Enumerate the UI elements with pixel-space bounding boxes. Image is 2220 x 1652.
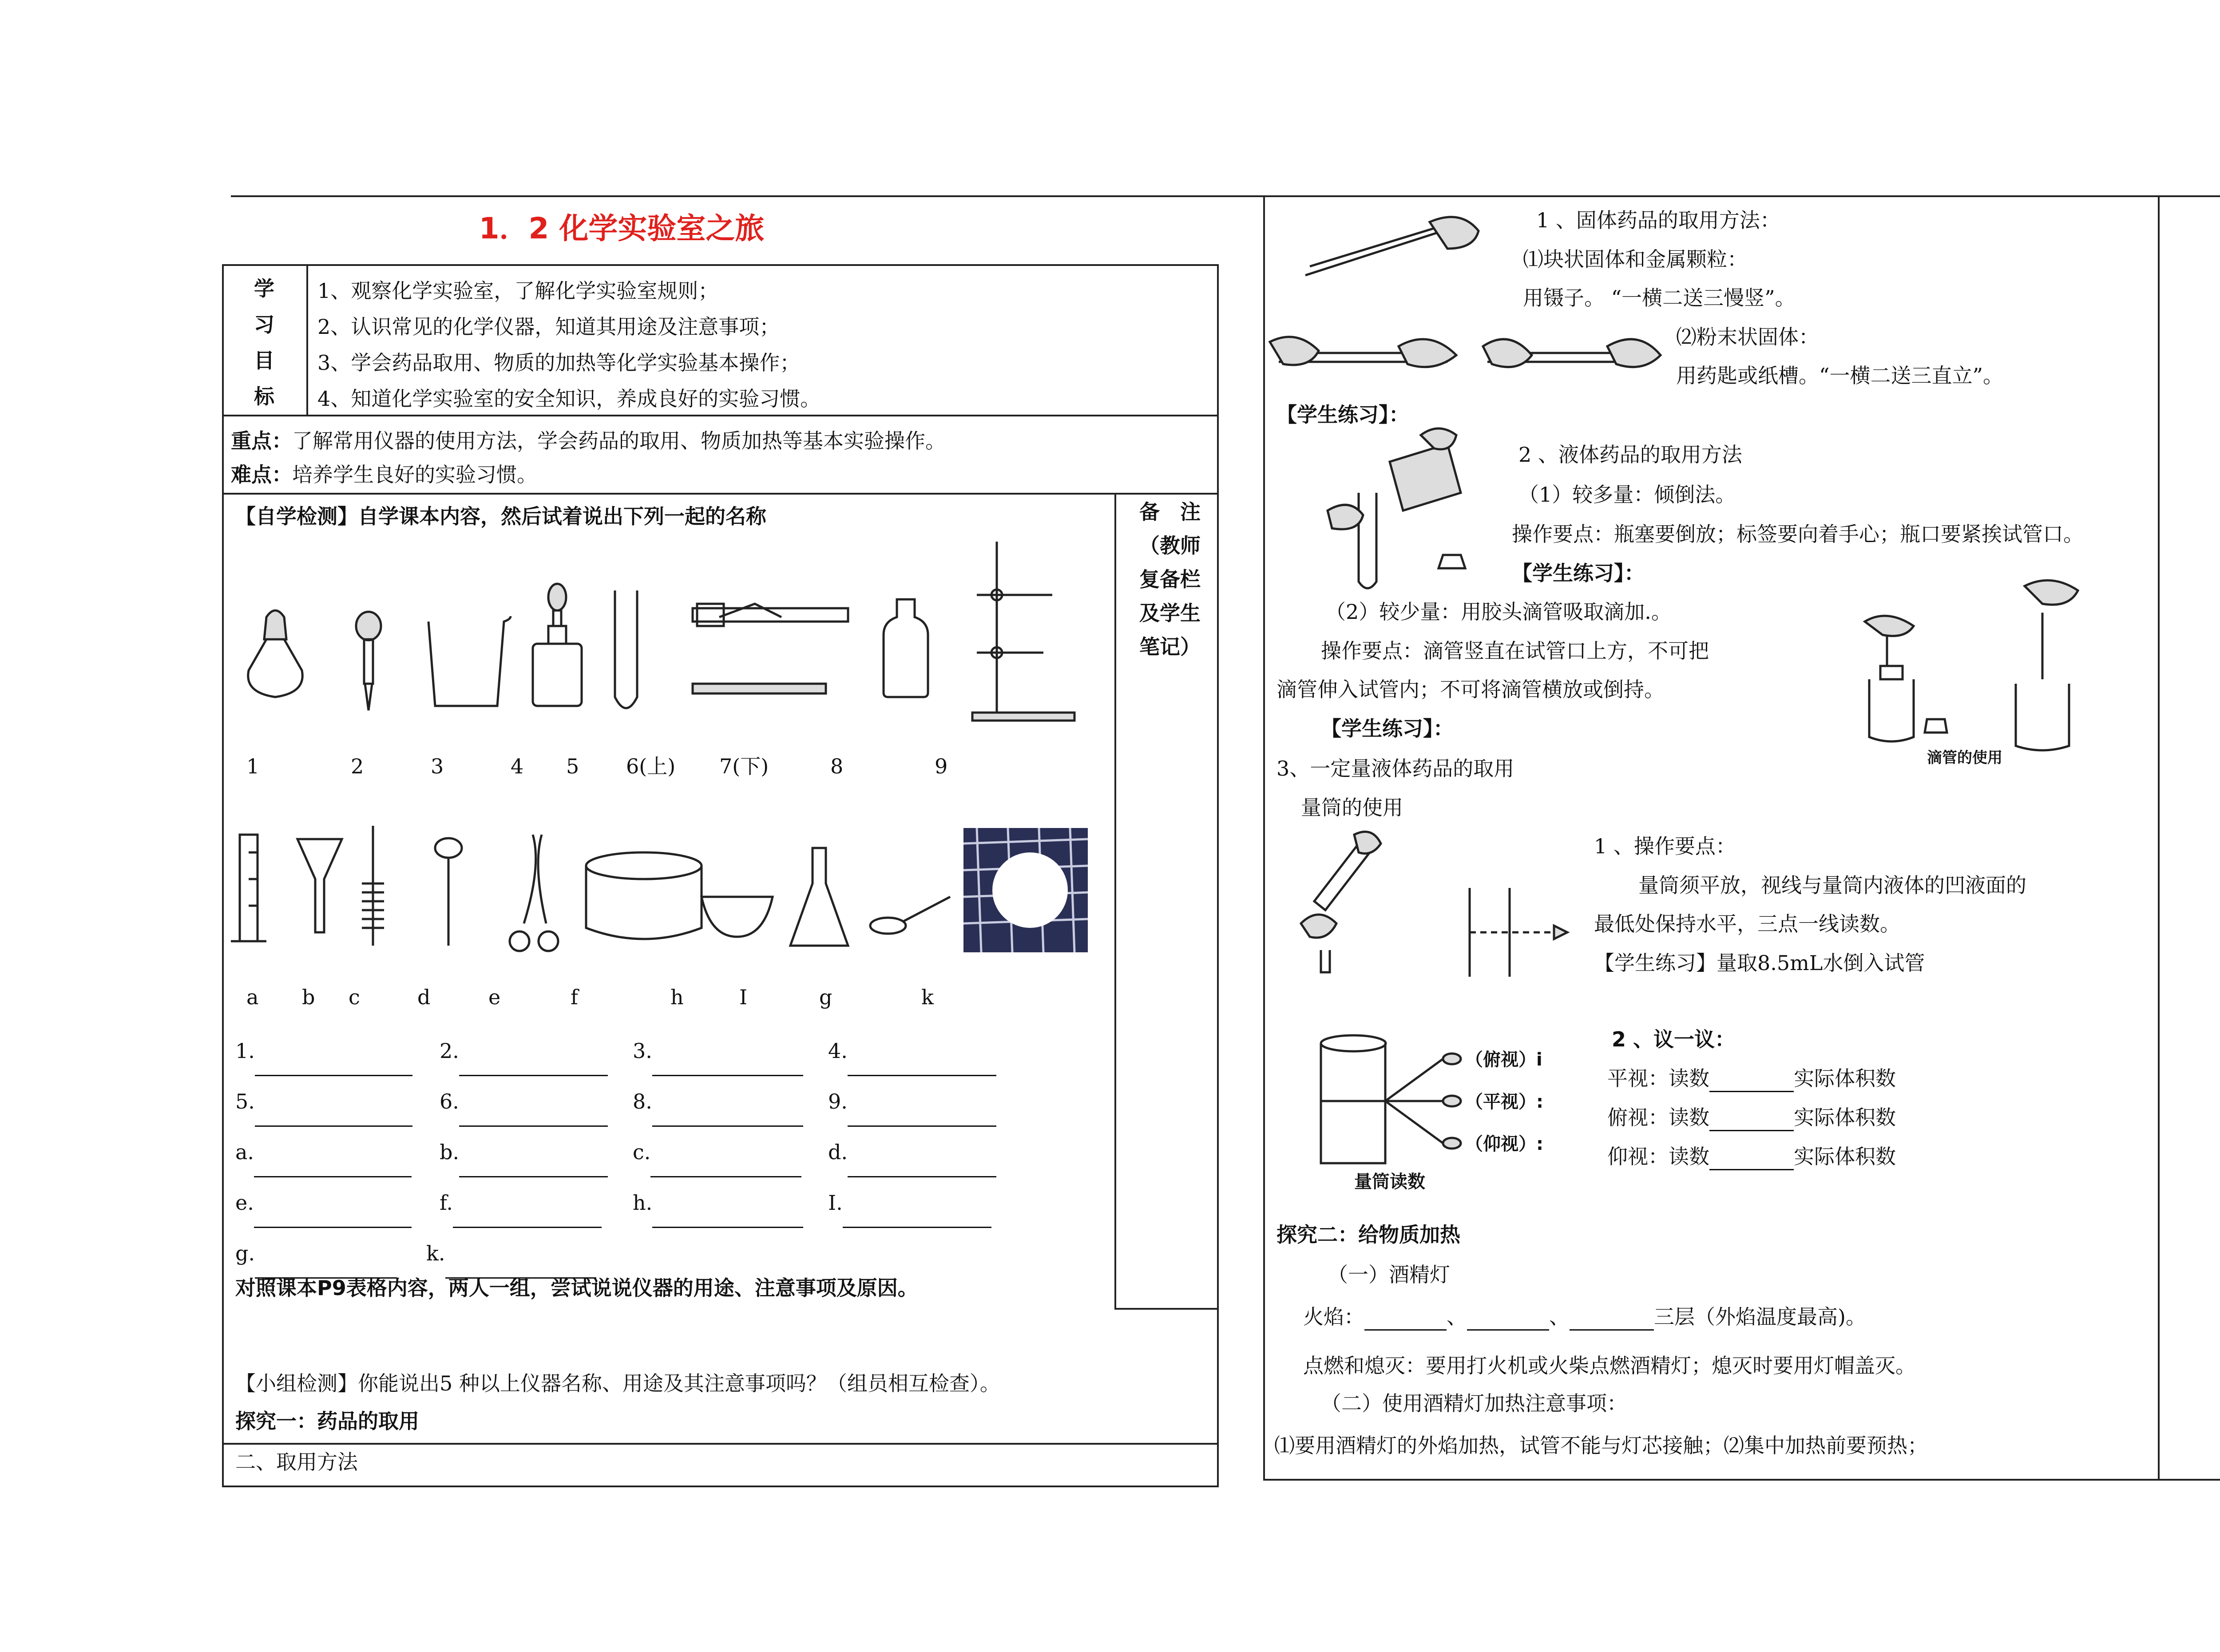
liquid-1: （1）较多量：倾倒法。 [1518,483,1736,507]
objective-item: 4、知道化学实验室的安全知识，养成良好的实验习惯。 [317,387,821,411]
notes-line: （教师 [1139,534,1201,558]
difficulty-text: 培养学生良好的实验习惯。 [292,463,537,487]
focus-text: 了解常用仪器的使用方法，学会药品的取用、物质加热等基本实验操作。 [292,429,946,453]
apparatus-label-7: 7(下) [719,754,769,778]
notes-line: 复备栏 [1139,567,1201,591]
fill-label: 1. [235,1039,255,1063]
op-text-a: 量筒须平放，视线与量筒内液体的凹液面的 [1638,873,2026,897]
method-heading: 二、取用方法 [235,1450,358,1474]
notes-line: 笔记） [1139,635,1201,659]
measure-title: 3、一定量液体药品的取用 [1276,757,1514,780]
fill-label: 4. [828,1039,848,1063]
fill-label: 5. [235,1089,255,1113]
apparatus-label-6: 6(上) [626,754,676,778]
solid-title: 1 、固体药品的取用方法： [1536,208,1780,232]
difficulty-label: 难点： [231,463,292,487]
discuss-label: 平视：读数 [1607,1066,1709,1090]
apparatus-label-2: 2 [351,754,364,778]
apparatus-label-3: 3 [431,754,444,778]
fill-label: 2. [440,1039,459,1063]
objectives-header-char: 目 [254,349,274,372]
solid-2-method: 用药匙或纸槽。“一横二送三直立”。 [1676,364,2004,388]
self-check-label: 【自学检测】自学课本内容，然后试着说出下列一起的名称 [235,504,766,528]
flame-sep: 、 [1549,1305,1570,1329]
explore2-heading: 探究二：给物质加热 [1276,1223,1460,1247]
fill-label: I. [828,1191,843,1215]
lamp-notes-title: （二）使用酒精灯加热注意事项： [1321,1391,1627,1415]
page-title: 1．2 化学实验室之旅 [479,211,765,246]
fill-label: 8. [633,1089,652,1113]
solid-2: ⑵粉末状固体： [1676,325,1819,349]
apparatus-label-8: 8 [830,754,844,778]
solid-1-method: 用镊子。 “一横二送三慢竖”。 [1523,286,1796,310]
fill-label: c. [633,1140,651,1164]
fill-label: f. [440,1191,453,1215]
eye-level-reading-icon [1470,888,1567,977]
notes-line: 及学生 [1139,601,1201,625]
fill-label: b. [440,1140,460,1164]
objectives-header-char: 习 [254,313,274,337]
fill-label: 3. [633,1039,652,1063]
op-practice: 【学生练习】量取8.5mL水倒入试管 [1594,951,1925,975]
discuss-tail: 实际体积数 [1794,1145,1896,1169]
apparatus-label-i: I [739,985,748,1009]
practice-2: 【学生练习】： [1512,561,1645,585]
liquid-2: （2）较少量：用胶头滴管吸取滴加.。 [1325,600,1672,624]
apparatus-label-d: d [417,985,431,1009]
flame-label: 火焰： [1303,1305,1364,1329]
fill-label: 6. [440,1089,459,1113]
dropper-caption: 滴管的使用 [1927,749,2002,767]
objective-item: 1、观察化学实验室，了解化学实验室规则； [317,279,719,303]
objectives-header-char: 标 [254,384,274,408]
objective-item: 2、认识常见的化学仪器，知道其用途及注意事项； [317,315,780,339]
explore1-heading: 探究一：药品的取用 [235,1409,419,1433]
view-label-up: （仰视）: [1465,1134,1543,1154]
apparatus-label-c: c [349,985,360,1009]
fill-label: 9. [828,1089,848,1113]
apparatus-label-f: f [571,985,579,1009]
fill-label: e. [235,1191,254,1215]
apparatus-label-g: g [819,985,832,1009]
flame-sep: 、 [1447,1305,1467,1329]
compare-text: 对照课本P9表格内容，两人一组，尝试说说仪器的用途、注意事项及原因。 [235,1276,918,1300]
liquid-2-points-b: 滴管伸入试管内；不可将滴管横放或倒持。 [1276,677,1665,701]
fill-label: h. [633,1191,653,1215]
apparatus-label-1: 1 [246,754,260,778]
lamp-title: （一）酒精灯 [1328,1263,1450,1287]
apparatus-label-h: h [670,985,684,1009]
focus-label: 重点： [231,429,292,453]
discuss-title: 2 、议一议： [1612,1027,1736,1051]
view-label-level: （平视）: [1465,1092,1543,1112]
fill-label: d. [828,1140,848,1164]
liquid-1-points: 操作要点：瓶塞要倒放；标签要向着手心；瓶口要紧挨试管口。 [1512,522,2084,546]
fill-label: g. [235,1241,255,1265]
fill-label: k. [426,1241,445,1265]
apparatus-label-4: 4 [511,754,524,778]
discuss-label: 仰视：读数 [1607,1145,1709,1169]
apparatus-label-9: 9 [935,754,948,778]
discuss-label: 俯视：读数 [1607,1105,1709,1129]
cylinder-views-icon [1321,1035,1461,1163]
notes-line: 备 注 [1139,500,1201,524]
objectives-header-char: 学 [254,277,274,301]
fill-label: a. [235,1140,254,1164]
practice-1: 【学生练习】： [1276,403,1409,427]
discuss-tail: 实际体积数 [1794,1105,1896,1129]
view-label-down: （俯视）i [1465,1050,1542,1070]
lamp-notes: ⑴要用酒精灯的外焰加热，试管不能与灯芯接触；⑵集中加热前要预热； [1274,1434,1928,1458]
flame-tail: 三层（外焰温度最高)。 [1654,1305,1866,1329]
ignite-text: 点燃和熄灭：要用打火机或火柴点燃酒精灯；熄灭时要用灯帽盖灭。 [1303,1354,1916,1378]
apparatus-label-k: k [921,985,934,1009]
apparatus-label-e: e [488,985,501,1009]
objective-item: 3、学会药品取用、物质的加热等化学实验基本操作； [317,351,801,375]
op-text-b: 最低处保持水平，三点一线读数。 [1594,912,1900,936]
practice-3: 【学生练习】： [1321,717,1454,741]
apparatus-label-a: a [246,985,259,1009]
apparatus-label-5: 5 [566,754,579,778]
solid-1: ⑴块状固体和金属颗粒： [1523,247,1748,271]
liquid-title: 2 、液体药品的取用方法 [1518,443,1742,467]
op-title: 1 、操作要点： [1594,834,1736,858]
apparatus-label-b: b [302,985,315,1009]
liquid-2-points-a: 操作要点：滴管竖直在试管口上方，不可把 [1321,639,1709,663]
measure-sub: 量筒的使用 [1301,796,1403,820]
group-check: 【小组检测】你能说出5 种以上仪器名称、用途及其注意事项吗？（组员相互检查）。 [235,1371,1000,1395]
discuss-tail: 实际体积数 [1794,1066,1896,1090]
cylinder-caption: 量筒读数 [1354,1172,1425,1192]
cylinder-pour-icon [1301,832,1381,972]
